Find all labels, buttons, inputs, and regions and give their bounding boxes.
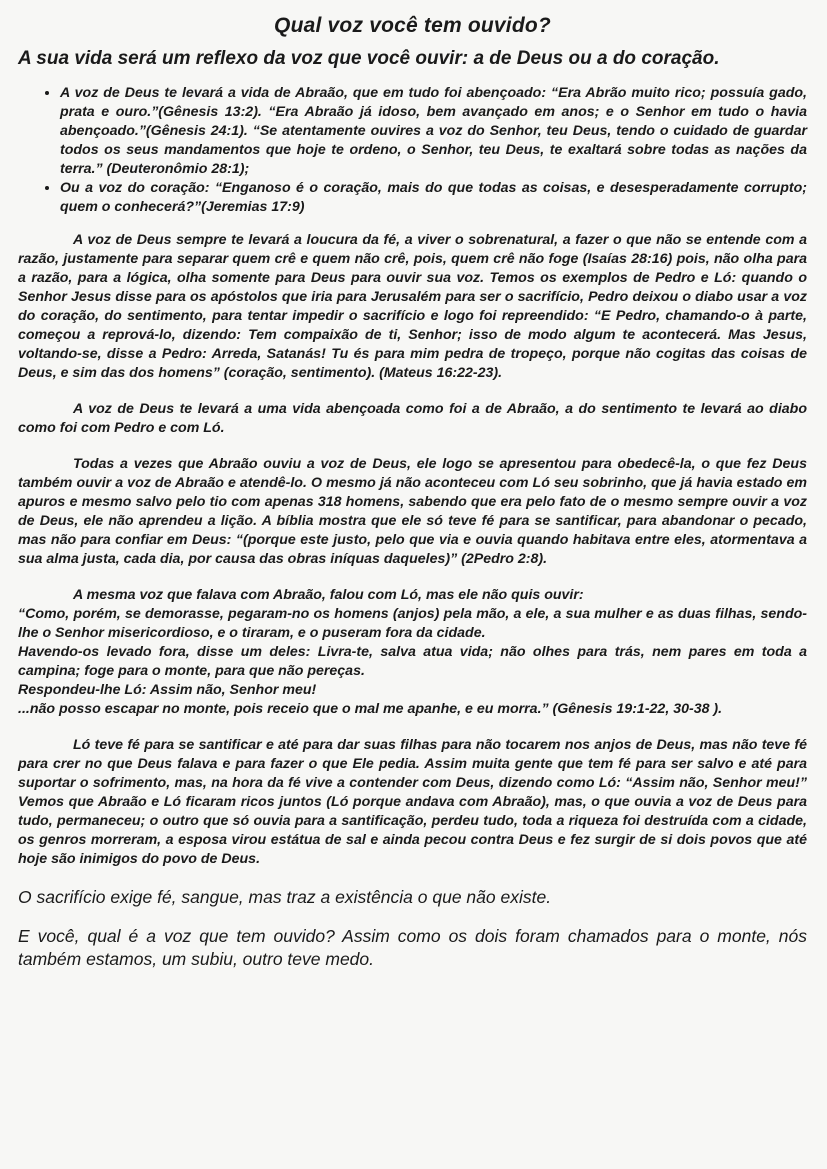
closing-sacrifice: O sacrifício exige fé, sangue, mas traz a existência o que não existe. xyxy=(18,887,552,907)
quote-line: ...não posso escapar no monte, pois receio que o mal me apanhe, e eu morra.” (Gênesis 19:1-22, 30-38 ). xyxy=(18,701,723,717)
quote-line: Havendo-os levado fora, disse um deles: Livra-te, salva atua vida; não olhes para trás, nem pares em toda a campina; foge para o monte, para que não pereças. xyxy=(18,644,807,679)
quote-line: A mesma voz que falava com Abraão, falou com Ló, mas ele não quis ouvir: xyxy=(73,587,584,603)
paragraph-faith: A voz de Deus sempre te levará a loucura da fé, a viver o sobrenatural, a fazer o que não se entende com a razão, justamente para separar quem crê e quem não crê, pois, quem crê não foge (Isaías 28:16) pois, não olha para a razão, para a lógica, olha somente para Deus para ouvir sua voz. Temos os exemplos de Pedro e Ló: quando o Senhor Jesus disse para os apóstolos que iria para Jerusalém para ser o sacrifício, Pedro deixou o diabo usar a voz do coração, do sentimento, para tentar impedir o sacrifício e logo foi repreendido: “E Pedro, chamando-o à parte, começou a reprová-lo, dizendo: Tem compaixão de ti, Senhor; isso de modo algum te acontecerá. Mas Jesus, voltando-se, disse a Pedro: Arreda, Satanás! Tu és para mim pedra de tropeço, porque não cogitas das coisas de Deus, e sim das dos homens” (coração, sentimento). (Mateus 16:22-23). xyxy=(18,232,807,381)
closing-question: E você, qual é a voz que tem ouvido? Assim como os dois foram chamados para o monte, nós também estamos, um subiu, outro teve medo. xyxy=(18,926,807,969)
paragraph-lot-faith: Ló teve fé para se santificar e até para dar suas filhas para não tocarem nos anjos de Deus, mas não teve fé para crer no que Deus falava e para fazer o que Ele pedia. Assim muita gente que tem fé para ser salvo e até para suportar o sofrimento, mas, na hora da fé vive a contender com Deus, dizendo como Ló: “Assim não, Senhor meu!” Vemos que Abraão e Ló ficaram ricos juntos (Ló porque andava com Abraão), mas, o que ouvia a voz de Deus para tudo, permaneceu; o outro que só ouvia para a santificação, perdeu tudo, toda a riqueza foi destruída com a cidade, os genros morreram, a esposa virou estátua de sal e ainda pecou contra Deus e fez surgir de si dois povos que até hoje são inimigos do povo de Deus. xyxy=(18,737,807,867)
quote-line: Respondeu-lhe Ló: Assim não, Senhor meu! xyxy=(18,682,317,698)
paragraph-abraham-lot: Todas a vezes que Abraão ouviu a voz de Deus, ele logo se apresentou para obedecê-la, o que fez Deus também ouvir a voz de Abraão e atendê-lo. O mesmo já não aconteceu com Ló seu sobrinho, que já havia estado em apuros e mesmo salvo pelo tio com apenas 318 homens, sabendo que era pelo fato de o mesmo sempre ouvir a voz de Deus, ele não aprendeu a lição. A bíblia mostra que ele só teve fé para se santificar, para abandonar o pecado, mas não para confiar em Deus: “(porque este justo, pelo que via e ouvia quando habitava entre eles, atormentava a sua alma justa, cada dia, por causa das obras iníquas daqueles)” (2Pedro 2:8). xyxy=(18,456,807,567)
subtitle: A sua vida será um reflexo da voz que você ouvir: a de Deus ou a do coração. xyxy=(18,48,720,69)
paragraph-blessed-life: A voz de Deus te levará a uma vida abençoada como foi a de Abraão, a do sentimento te levará ao diabo como foi com Pedro e com Ló. xyxy=(18,401,807,436)
bullet-list xyxy=(18,84,807,217)
quote-line: “Como, porém, se demorasse, pegaram-no os homens (anjos) pela mão, a ele, a sua mulher e as duas filhas, sendo-lhe o Senhor misericordioso, e o tiraram, e o puseram fora da cidade. xyxy=(18,606,807,641)
bullet-item-voice-of-god: • A voz de Deus te levará a vida de Abraão, que em tudo foi abençoado: “Era Abrão muito rico; possuía gado, prata e ouro.”(Gênesis 13:2). “Era Abraão já idoso, bem avançado em anos; e o Senhor em tudo o havia abençoado.”(Gênesis 24:1). “Se atentamente ouvires a voz do Senhor, teu Deus, tendo o cuidado de guardar todos os seus mandamentos que hoje te ordeno, o Senhor, teu Deus, te exaltará sobre todas as nações da terra.” (Deuteronômio 28:1); xyxy=(60,84,807,179)
bullet-item-voice-of-heart: • Ou a voz do coração: “Enganoso é o coração, mais do que todas as coisas, e desesperadamente corrupto; quem o conhecerá?”(Jeremias 17:9) xyxy=(60,179,807,217)
page-title: Qual voz você tem ouvido? xyxy=(274,14,551,37)
paragraph-genesis-quote xyxy=(18,586,807,719)
